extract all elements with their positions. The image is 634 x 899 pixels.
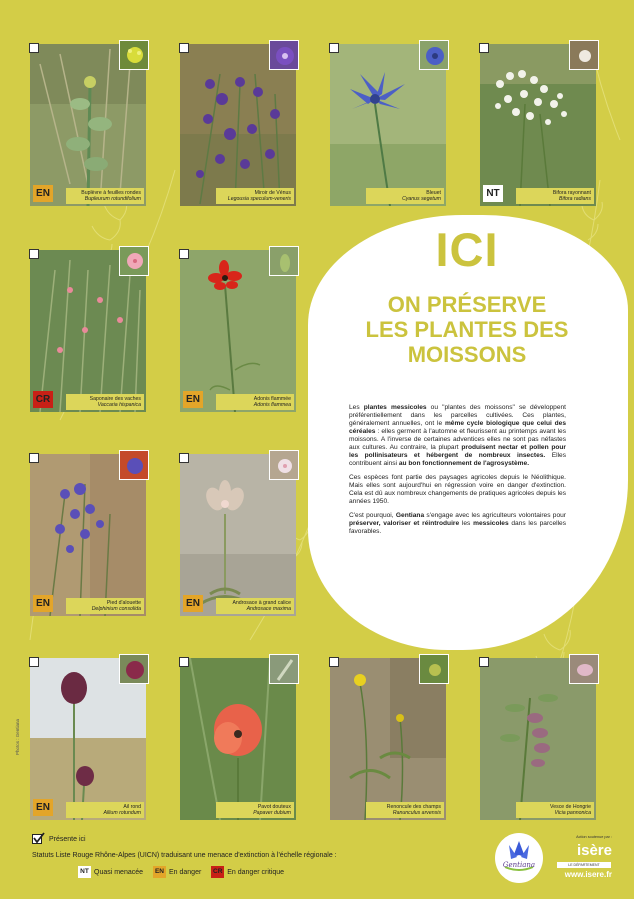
flower-thumbnail xyxy=(569,40,599,70)
flower-thumbnail xyxy=(119,246,149,276)
body-text xyxy=(349,404,566,542)
plant-caption: Pavot douteux Papaver dubium xyxy=(216,802,294,818)
presence-checkbox[interactable] xyxy=(179,657,189,667)
flower-thumbnail xyxy=(269,246,299,276)
flower-thumbnail xyxy=(269,654,299,684)
flower-thumbnail xyxy=(419,40,449,70)
en-label: En danger xyxy=(168,868,202,876)
isere-url: www.isere.fr xyxy=(564,870,612,879)
slogan-line: MOISSONS xyxy=(407,342,527,367)
flower-thumbnail xyxy=(269,450,299,480)
plant-card-bupleurum xyxy=(30,44,146,206)
presence-checkbox[interactable] xyxy=(29,657,39,667)
plant-card-androsace xyxy=(180,454,296,616)
presence-checkbox[interactable] xyxy=(179,249,189,259)
status-badge: EN xyxy=(33,185,53,202)
plant-card-allium xyxy=(30,658,146,820)
gentiana-flower-icon xyxy=(495,833,543,883)
plant-card-adonis xyxy=(180,250,296,412)
presence-checkbox[interactable] xyxy=(479,43,489,53)
legend-status-row xyxy=(78,866,292,879)
paragraph-intro: Les plantes messicoles ou "plantes des moissons" se développent préférentiellement dans les parcelles cultivées. Ces plantes, généralement annuelles, ont le même cycle biologique que celui des céréales : elles germent à l'automne et fleurissent au printemps avant les moissons. A l'inverse de certaines adventices elles ne sont pas néfastes aux cultures. Au contraire, la plupart produisent nectar et pollen pour les pollinisateurs et hébergent de nombreux insectes. Elles contribuent ainsi au bon fonctionnement de l'agrosystème. xyxy=(349,404,567,467)
plant-caption: Adonis flammée Adonis flammea xyxy=(216,394,294,410)
presence-checkbox[interactable] xyxy=(329,43,339,53)
flower-thumbnail xyxy=(569,654,599,684)
support-text: Action soutenue par : xyxy=(576,835,612,839)
status-badge: CR xyxy=(33,391,53,408)
gentiana-logo xyxy=(495,833,543,883)
plant-caption: Ail rond Allium rotundum xyxy=(66,802,144,818)
plant-caption: Renoncule des champs Ranunculus arvensis xyxy=(366,802,444,818)
plant-caption: Bleuet Cyanus segetum xyxy=(366,188,444,204)
cr-label: En danger critique xyxy=(227,868,285,876)
flower-thumbnail xyxy=(419,654,449,684)
paragraph-history: Ces espèces font partie des paysages agricoles depuis le Néolithique. Mais elles sont aujourd'hui en régression voire en danger d'extinction. Cela est dû aux nombreux changements de pratiques agricoles depuis les années 1950. xyxy=(349,474,566,505)
flower-thumbnail xyxy=(269,40,299,70)
headline-slogan xyxy=(312,292,622,367)
legend-statuts: Statuts Liste Rouge Rhône-Alpes (UICN) traduisant une menace d'extinction à l'échelle régionale : xyxy=(32,852,337,859)
slogan-line: ON PRÉSERVE xyxy=(387,292,547,317)
status-badge: NT xyxy=(483,185,503,202)
plant-card-vaccaria xyxy=(30,250,146,412)
cr-badge: CR xyxy=(211,866,224,878)
presence-checkbox[interactable] xyxy=(29,43,39,53)
plant-caption: Miroir de Vénus Legousia speculum-veneris xyxy=(216,188,294,204)
nt-badge: NT xyxy=(78,866,91,878)
status-badge: EN xyxy=(33,595,53,612)
presence-checkbox[interactable] xyxy=(479,657,489,667)
plant-caption: Vesce de Hongrie Vicia pannonica xyxy=(516,802,594,818)
presence-checkbox[interactable] xyxy=(179,43,189,53)
status-badge: EN xyxy=(183,595,203,612)
headline-ici: ICI xyxy=(435,223,499,276)
plant-caption: Bifora rayonnant Bifora radians xyxy=(516,188,594,204)
paragraph-action: C'est pourquoi, Gentiana s'engage avec les agriculteurs volontaires pour préserver, valoriser et réintroduire les messicoles dans les parcelles favorables. xyxy=(349,512,566,535)
plant-caption: Pied d'alouette Delphinium consolida xyxy=(66,598,144,614)
status-badge: EN xyxy=(183,391,203,408)
presence-checkbox[interactable] xyxy=(329,657,339,667)
plant-card-bifora xyxy=(480,44,596,206)
flower-thumbnail xyxy=(119,654,149,684)
plant-card-papaver xyxy=(180,658,296,820)
plant-card-cyanus xyxy=(330,44,446,206)
presence-checkbox[interactable] xyxy=(29,453,39,463)
photo-credit: Photos : Gentiana xyxy=(15,718,20,755)
check-icon xyxy=(32,832,45,845)
nt-label: Quasi menacée xyxy=(94,868,144,876)
plant-card-legousia xyxy=(180,44,296,206)
en-badge: EN xyxy=(153,866,166,878)
plant-caption: Androsace à grand calice Androsace maxima xyxy=(216,598,294,614)
plant-card-vicia xyxy=(480,658,596,820)
flower-thumbnail xyxy=(119,40,149,70)
slogan-line: LES PLANTES DES xyxy=(365,317,569,342)
presence-checkbox[interactable] xyxy=(29,249,39,259)
flower-thumbnail xyxy=(119,450,149,480)
isere-subtitle: LE DÉPARTEMENT xyxy=(568,863,600,867)
plant-card-delphinium xyxy=(30,454,146,616)
isere-logo: isère xyxy=(576,842,612,859)
legend-present: Présente ici xyxy=(49,836,86,843)
gentiana-text: Gentiana xyxy=(502,861,536,869)
plant-caption: Saponaire des vaches Vaccaria hispanica xyxy=(66,394,144,410)
presence-checkbox[interactable] xyxy=(179,453,189,463)
plant-card-ranunculus xyxy=(330,658,446,820)
status-badge: EN xyxy=(33,799,53,816)
plant-caption: Buplèvre à feuilles rondes Bupleurum rotundifolium xyxy=(66,188,144,204)
